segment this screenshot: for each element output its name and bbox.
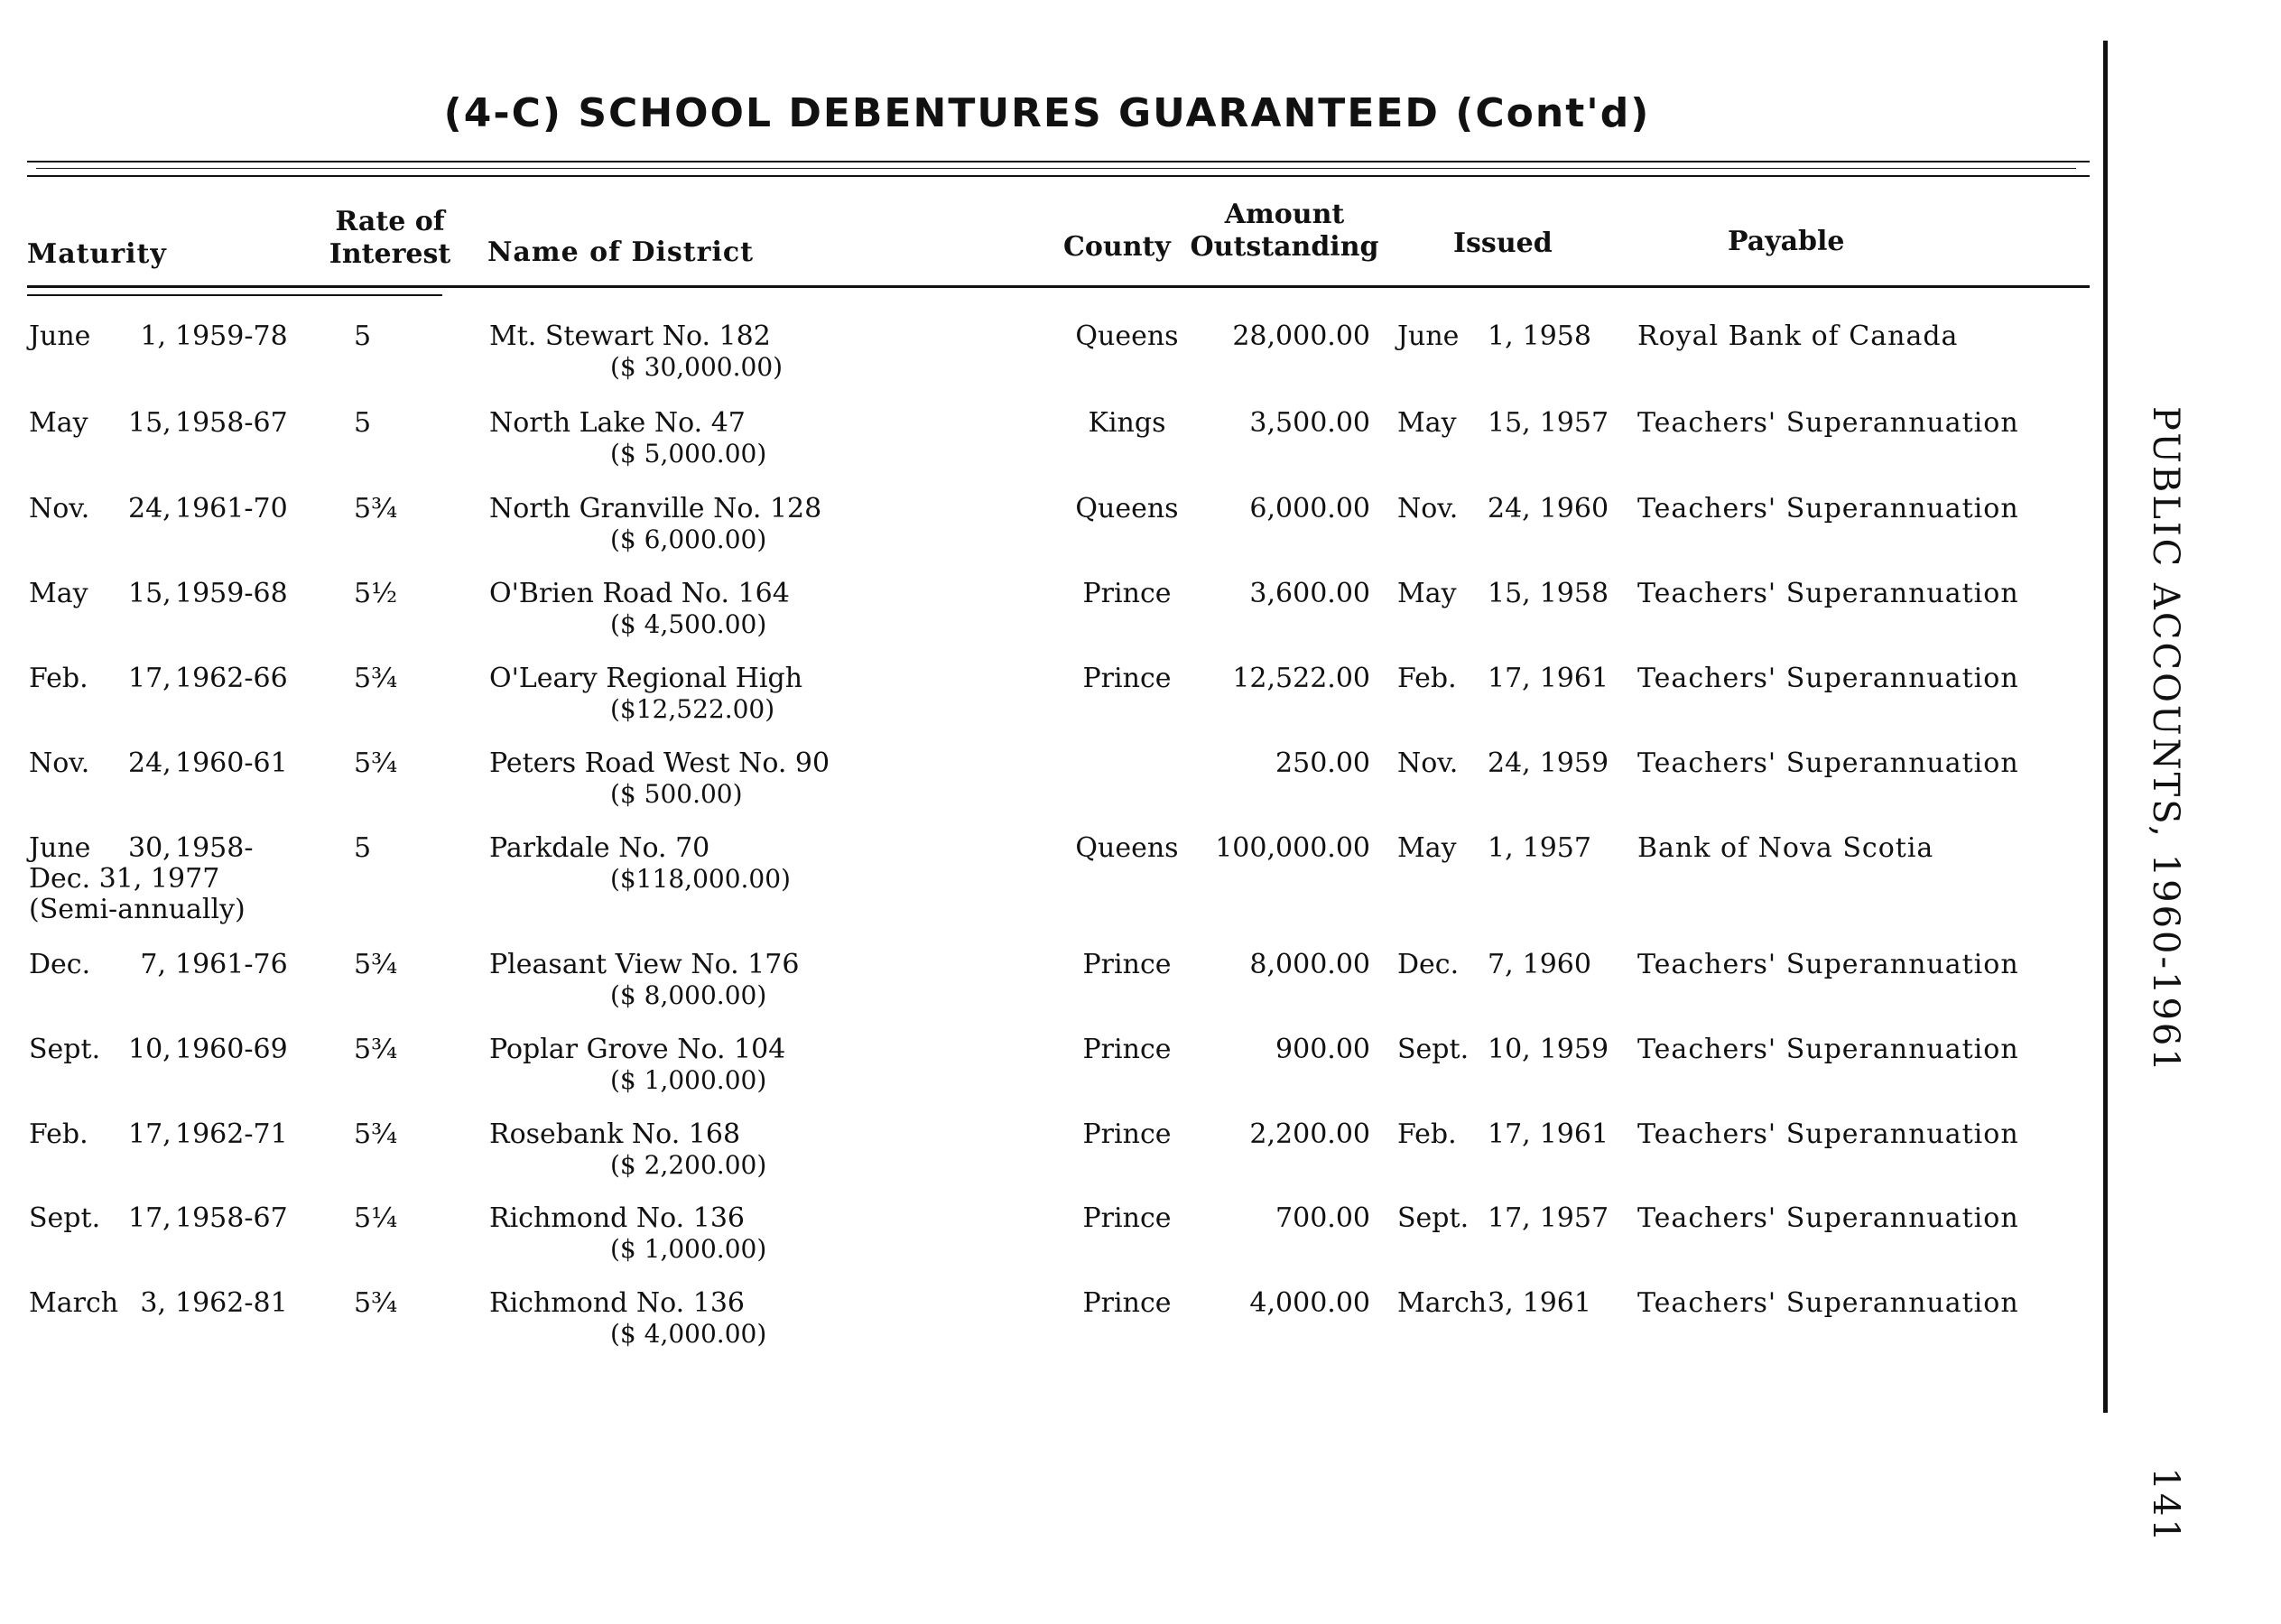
amount-cell: 28,000.00 [1232,320,1370,352]
amount-cell: 3,600.00 [1249,578,1370,609]
issued-day: 24, [1488,493,1531,524]
maturity-day: 7, [140,949,166,980]
issued-month: Dec. [1397,949,1460,980]
payable-cell: Teachers' Superannuation [1637,1118,2019,1150]
header-issued: Issued [1453,227,1553,259]
maturity-cell [29,1203,327,1234]
district-cell [489,748,830,810]
district-name: North Granville No. 128 [489,493,822,524]
maturity-day: 15, [128,578,172,609]
district-name: North Lake No. 47 [489,407,746,439]
amount-cell: 900.00 [1275,1034,1370,1065]
amount-cell: 2,200.00 [1249,1118,1370,1150]
issued-year: 1958 [1539,578,1609,609]
issued-month: May [1397,832,1457,864]
issued-cell [1397,1035,1614,1065]
amount-cell: 8,000.00 [1249,949,1370,980]
original-amount: ($118,000.00) [610,864,791,894]
rate-cell: 5 [354,320,372,352]
issued-month: Sept. [1397,1034,1470,1065]
original-amount: ($ 5,000.00) [610,439,767,469]
maturity-cell [29,1288,327,1319]
maturity-years: 1960-69 [175,1034,288,1065]
amount-cell: 4,000.00 [1249,1287,1370,1319]
district-cell [489,1203,766,1265]
maturity-years: 1959-78 [175,320,288,352]
maturity-month: June [29,832,91,864]
district-cell [489,321,783,383]
maturity-day: 1, [140,320,166,352]
rate-cell: 5¾ [354,1118,398,1150]
maturity-month: May [29,578,88,609]
maturity-month: March [29,1287,119,1319]
issued-day: 15, [1488,578,1531,609]
maturity-years: 1960-61 [175,747,288,779]
top-rule-thin [36,168,2076,169]
rate-cell: 5¾ [354,949,398,980]
maturity-day: 24, [128,747,172,779]
maturity-years: 1961-70 [175,493,288,524]
header-rate-line1: Rate of [335,206,445,237]
issued-year: 1960 [1522,949,1591,980]
maturity-day: 3, [140,1287,166,1319]
running-title: PUBLIC ACCOUNTS, 1960-1961 [2145,406,2186,1074]
rate-cell: 5¾ [354,1287,398,1319]
maturity-cell [29,1035,327,1065]
maturity-day: 17, [128,1202,172,1234]
district-cell [489,1035,785,1096]
issued-month: May [1397,407,1457,439]
maturity-line3: (Semi-annually) [29,894,246,925]
maturity-years: 1958-67 [175,1202,288,1234]
rate-cell: 5¾ [354,747,398,779]
maturity-month: May [29,407,88,439]
top-rule [27,161,2090,162]
maturity-day: 17, [128,663,172,694]
district-name: Rosebank No. 168 [489,1118,741,1150]
district-name: Poplar Grove No. 104 [489,1034,786,1065]
rate-cell: 5¾ [354,1034,398,1065]
issued-month: Feb. [1397,1118,1457,1150]
maturity-day: 10, [128,1034,172,1065]
amount-cell: 6,000.00 [1249,493,1370,524]
district-name: Peters Road West No. 90 [489,747,830,779]
payable-cell: Teachers' Superannuation [1637,407,2019,439]
original-amount: ($ 500.00) [610,779,743,809]
maturity-month: Sept. [29,1034,101,1065]
district-cell [489,494,821,555]
district-name: Parkdale No. 70 [489,832,710,864]
county-cell: Prince [1082,663,1172,694]
issued-day: 17, [1488,1118,1531,1150]
issued-cell [1397,321,1614,352]
district-name: O'Brien Road No. 164 [489,578,790,609]
header-rate-line2: Interest [329,238,451,270]
maturity-month: Sept. [29,1202,101,1234]
maturity-day: 17, [128,1118,172,1150]
district-cell [489,408,766,469]
issued-year: 1958 [1522,320,1591,352]
payable-cell: Teachers' Superannuation [1637,1034,2019,1065]
maturity-month: June [29,320,91,352]
header-maturity: Maturity [27,238,167,270]
payable-cell: Teachers' Superannuation [1637,493,2019,524]
issued-day: 1, [1488,832,1514,864]
running-head [2145,406,2186,1545]
district-cell [489,664,802,725]
maturity-years: 1962-66 [175,663,288,694]
maturity-cell [29,1119,327,1150]
header-amount-line2: Outstanding [1190,231,1379,263]
maturity-month: Dec. [29,949,91,980]
issued-month: Nov. [1397,747,1459,779]
maturity-years: 1958- [175,832,254,864]
district-name: Mt. Stewart No. 182 [489,320,771,352]
issued-year: 1957 [1522,832,1591,864]
issued-day: 10, [1488,1034,1531,1065]
issued-month: June [1397,320,1460,352]
issued-month: Nov. [1397,493,1459,524]
rate-cell: 5½ [354,578,398,609]
issued-year: 1960 [1539,493,1609,524]
original-amount: ($ 4,000.00) [610,1319,767,1349]
issued-day: 17, [1488,1202,1531,1234]
issued-day: 3, [1488,1287,1514,1319]
issued-day: 24, [1488,747,1531,779]
top-rule-lower [27,175,2090,177]
margin-rule [2103,41,2108,1413]
county-cell: Queens [1075,493,1179,524]
title-text: (4-C) SCHOOL DEBENTURES GUARANTEED [443,90,1440,136]
payable-cell: Teachers' Superannuation [1637,1202,2019,1234]
payable-cell: Bank of Nova Scotia [1637,832,1934,864]
issued-year: 1957 [1539,407,1609,439]
issued-month: Feb. [1397,663,1457,694]
payable-cell: Teachers' Superannuation [1637,578,2019,609]
maturity-month: Feb. [29,663,88,694]
rate-cell: 5 [354,832,372,864]
issued-month: March [1397,1287,1488,1319]
header-rule [27,285,2090,288]
county-cell: Prince [1082,578,1172,609]
issued-cell [1397,1203,1614,1234]
issued-day: 7, [1488,949,1514,980]
maturity-day: 15, [128,407,172,439]
issued-day: 15, [1488,407,1531,439]
issued-year: 1959 [1539,747,1609,779]
original-amount: ($ 6,000.00) [610,524,767,554]
maturity-cell [29,833,327,925]
maturity-years: 1958-67 [175,407,288,439]
county-cell: Prince [1082,949,1172,980]
county-cell: Queens [1075,320,1179,352]
issued-cell [1397,579,1614,609]
issued-month: Sept. [1397,1202,1470,1234]
maturity-cell [29,579,327,609]
maturity-day: 24, [128,493,172,524]
maturity-cell [29,748,327,779]
issued-cell [1397,494,1614,524]
issued-cell [1397,748,1614,779]
header-name: Name of District [487,237,754,268]
maturity-cell [29,321,327,352]
county-cell: Queens [1075,832,1179,864]
amount-cell: 100,000.00 [1215,832,1370,864]
issued-day: 1, [1488,320,1514,352]
issued-year: 1959 [1539,1034,1609,1065]
original-amount: ($ 1,000.00) [610,1234,767,1264]
district-name: Richmond No. 136 [489,1202,745,1234]
maturity-month: Nov. [29,493,90,524]
amount-cell: 3,500.00 [1249,407,1370,439]
header-county: County [1063,231,1171,263]
county-cell: Kings [1088,407,1166,439]
rate-cell: 5 [354,407,372,439]
issued-cell [1397,408,1614,439]
page-title [0,90,2094,136]
maturity-line2: Dec. 31, 1977 [29,863,220,895]
issued-cell [1397,1288,1614,1319]
county-cell: Prince [1082,1287,1172,1319]
payable-cell: Teachers' Superannuation [1637,747,2019,779]
issued-cell [1397,950,1614,980]
district-name: Pleasant View No. 176 [489,949,800,980]
page-number: 141 [2145,1467,2186,1545]
district-cell [489,1119,766,1181]
original-amount: ($12,522.00) [610,694,775,724]
rate-cell: 5¾ [354,663,398,694]
rate-cell: 5¼ [354,1202,398,1234]
header-rule-short [27,294,442,296]
maturity-day: 30, [128,832,172,864]
issued-cell [1397,664,1614,694]
maturity-cell [29,408,327,439]
maturity-years: 1962-81 [175,1287,288,1319]
amount-cell: 12,522.00 [1232,663,1370,694]
district-cell [489,950,799,1011]
payable-cell: Royal Bank of Canada [1637,320,1959,352]
maturity-years: 1961-76 [175,949,288,980]
county-cell: Prince [1082,1118,1172,1150]
original-amount: ($ 8,000.00) [610,980,767,1010]
header-rate [327,206,453,271]
district-name: Richmond No. 136 [489,1287,745,1319]
amount-cell: 250.00 [1275,747,1370,779]
county-cell: Prince [1082,1034,1172,1065]
maturity-cell [29,664,327,694]
rate-cell: 5¾ [354,493,398,524]
district-cell [489,1288,766,1350]
county-cell: Prince [1082,1202,1172,1234]
payable-cell: Teachers' Superannuation [1637,1287,2019,1319]
original-amount: ($ 2,200.00) [610,1150,767,1180]
issued-year: 1957 [1539,1202,1609,1234]
header-payable: Payable [1728,226,1845,257]
payable-cell: Teachers' Superannuation [1637,663,2019,694]
payable-cell: Teachers' Superannuation [1637,949,2019,980]
maturity-month: Feb. [29,1118,88,1150]
issued-month: May [1397,578,1457,609]
header-amount [1190,199,1379,264]
issued-day: 17, [1488,663,1531,694]
district-cell [489,579,790,640]
title-continued: (Cont'd) [1455,90,1651,136]
maturity-cell [29,950,327,980]
issued-cell [1397,1119,1614,1150]
district-cell [489,833,791,895]
district-name: O'Leary Regional High [489,663,803,694]
original-amount: ($ 30,000.00) [610,352,784,382]
maturity-years: 1959-68 [175,578,288,609]
issued-cell [1397,833,1614,864]
issued-year: 1961 [1539,1118,1609,1150]
amount-cell: 700.00 [1275,1202,1370,1234]
original-amount: ($ 4,500.00) [610,609,767,639]
issued-year: 1961 [1539,663,1609,694]
maturity-cell [29,494,327,524]
maturity-years: 1962-71 [175,1118,288,1150]
header-amount-line1: Amount [1224,199,1345,230]
issued-year: 1961 [1522,1287,1591,1319]
maturity-month: Nov. [29,747,90,779]
original-amount: ($ 1,000.00) [610,1065,767,1095]
